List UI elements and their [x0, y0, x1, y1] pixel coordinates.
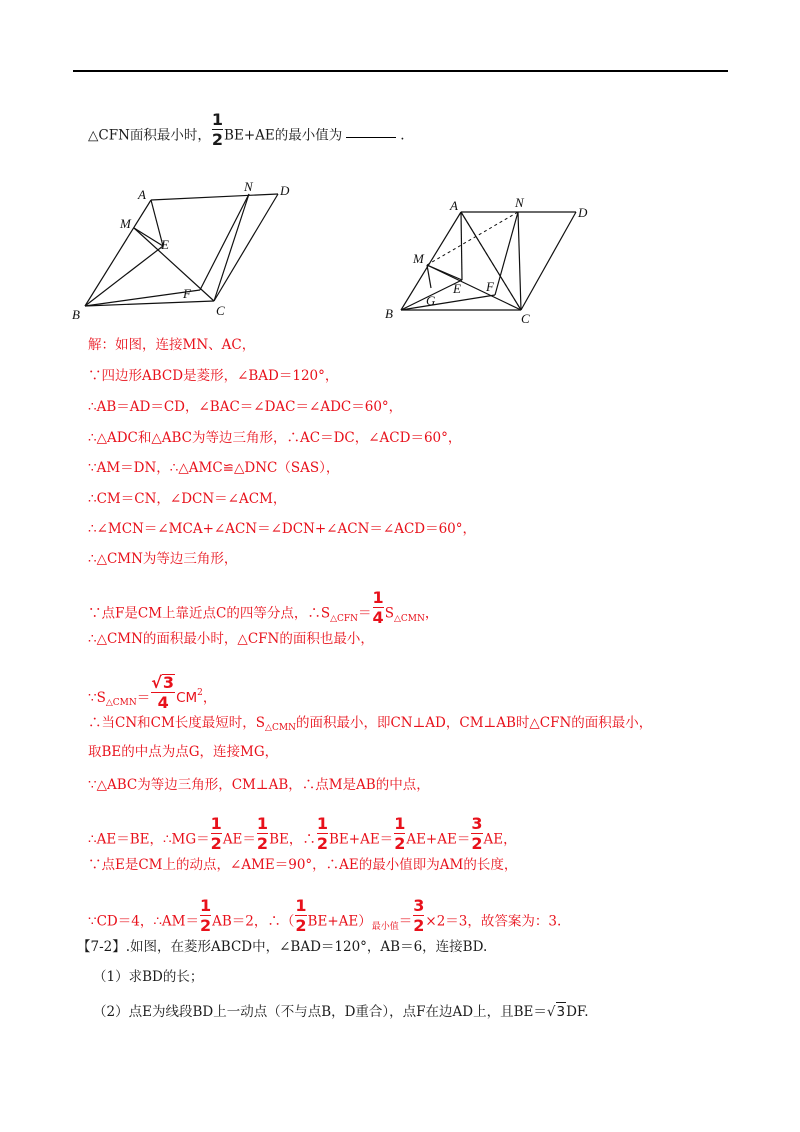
solution-line-10: ∴△CMN的面积最小时，△CFN的面积也最小， [88, 631, 374, 647]
label-d: D [578, 205, 588, 220]
solution-line-1: 解：如图，连接MN、AC， [88, 337, 256, 353]
top-rule [73, 70, 728, 72]
label-d: D [280, 183, 290, 198]
edge-ba [85, 200, 151, 306]
solution-line-8: ∴△CMN为等边三角形， [88, 551, 238, 567]
fraction: $\frac{1}{4}$ [372, 588, 384, 627]
solution-line-9: ∵点F是CM上靠近点C的四等分点，$\therefore S_{\triangle CFN}=$ $\frac{1}{4}$ $S_{\triangle CMN}$， [88, 588, 439, 627]
solution-line-13: 取BE的中点为点G，连接MG， [88, 744, 279, 760]
solution-line-16: ∵点E是CM上的动点，∠AME＝90°，∴AE的最小值即为AM的长度， [88, 857, 518, 873]
edge-ad [151, 194, 278, 200]
solution-line-3: ∴AB＝AD＝CD，∠BAC＝∠DAC＝∠ADC＝60°， [88, 399, 403, 415]
solution-line-6: ∴CM＝CN，∠DCN＝∠ACM， [88, 491, 287, 507]
label-b: B [385, 306, 393, 321]
label-a: A [450, 198, 458, 213]
label-m: M [120, 216, 131, 231]
problem-text: △CFN面积最小时， [88, 127, 211, 144]
problem-7-2-header: 【7-2】.如图，在菱形ABCD中，∠BAD＝120°，AB＝6，连接BD. [77, 939, 488, 955]
solution-line-11: $\because S_{\triangle CMN}=$ $\frac{√3}{4}$ $CM^2$， [88, 673, 217, 712]
solution-line-17: ∵CD＝4，∴AM＝ $\frac{1}{2}$ AB＝2，∴（ $\frac{1}{2}$ $BE+AE)_{最小值}=$ $\frac{3}{2}$ ×2＝3，故答案为：3. [88, 896, 562, 935]
solution-line-4: ∴△ADC和△ABC为等边三角形，∴AC＝DC，∠ACD＝60°， [88, 430, 462, 446]
solution-line-7: ∴∠MCN＝∠MCA+∠ACN＝∠DCN+∠ACN＝∠ACD＝60°， [88, 521, 477, 537]
label-e: E [161, 237, 169, 252]
solution-line-2: ∵四边形ABCD是菱形，∠BAD＝120°， [88, 368, 339, 384]
figure-1 [68, 175, 318, 325]
fraction: $\frac{1}{2}$ [211, 110, 224, 149]
problem-text-2: BE+AE的最小值为 [224, 127, 343, 144]
label-f: F [486, 279, 494, 294]
solution-line-14: ∵△ABC为等边三角形，CM⊥AB，∴点M是AB的中点， [88, 777, 430, 793]
answer-blank [346, 137, 396, 138]
solution-line-5: ∵AM＝DN，∴△AMC≌△DNC（SAS）， [88, 460, 340, 476]
label-c: C [521, 311, 530, 326]
solution-line-15: ∴AE＝BE，∴MG＝ $\frac{1}{2}$ AE＝ $\frac{1}{2}$ BE，∴ $\frac{1}{2}$ BE+AE＝ $\frac{1}{2}$ AE+AE＝ $\frac{3}{2}$ AE， [88, 814, 517, 853]
label-f: F [183, 286, 191, 301]
label-n: N [244, 179, 253, 194]
label-c: C [216, 303, 225, 318]
problem-line: △CFN面积最小时， $\frac{1}{2}$ BE+AE的最小值为 . [88, 110, 405, 149]
problem-7-2-part1: （1）求BD的长； [93, 969, 204, 985]
fraction: $\frac{√3}{4}$ [151, 673, 175, 712]
label-n: N [515, 195, 524, 210]
problem-7-2-part2: （2）点E为线段BD上一动点（不与点B，D重合），点F在边AD上，且BE＝√3DF. [93, 1004, 589, 1020]
label-e: E [453, 281, 461, 296]
solution-line-12: ∴当CN和CM长度最短时，$S_{\triangle CMN}$的面积最小，即CN⊥AD，CM⊥AB时△CFN的面积最小， [88, 715, 653, 733]
figure-2 [380, 190, 600, 330]
label-b: B [72, 307, 80, 322]
edge-dc [214, 194, 278, 301]
label-g: G [426, 293, 436, 308]
label-m: M [413, 251, 424, 266]
label-a: A [138, 187, 146, 202]
